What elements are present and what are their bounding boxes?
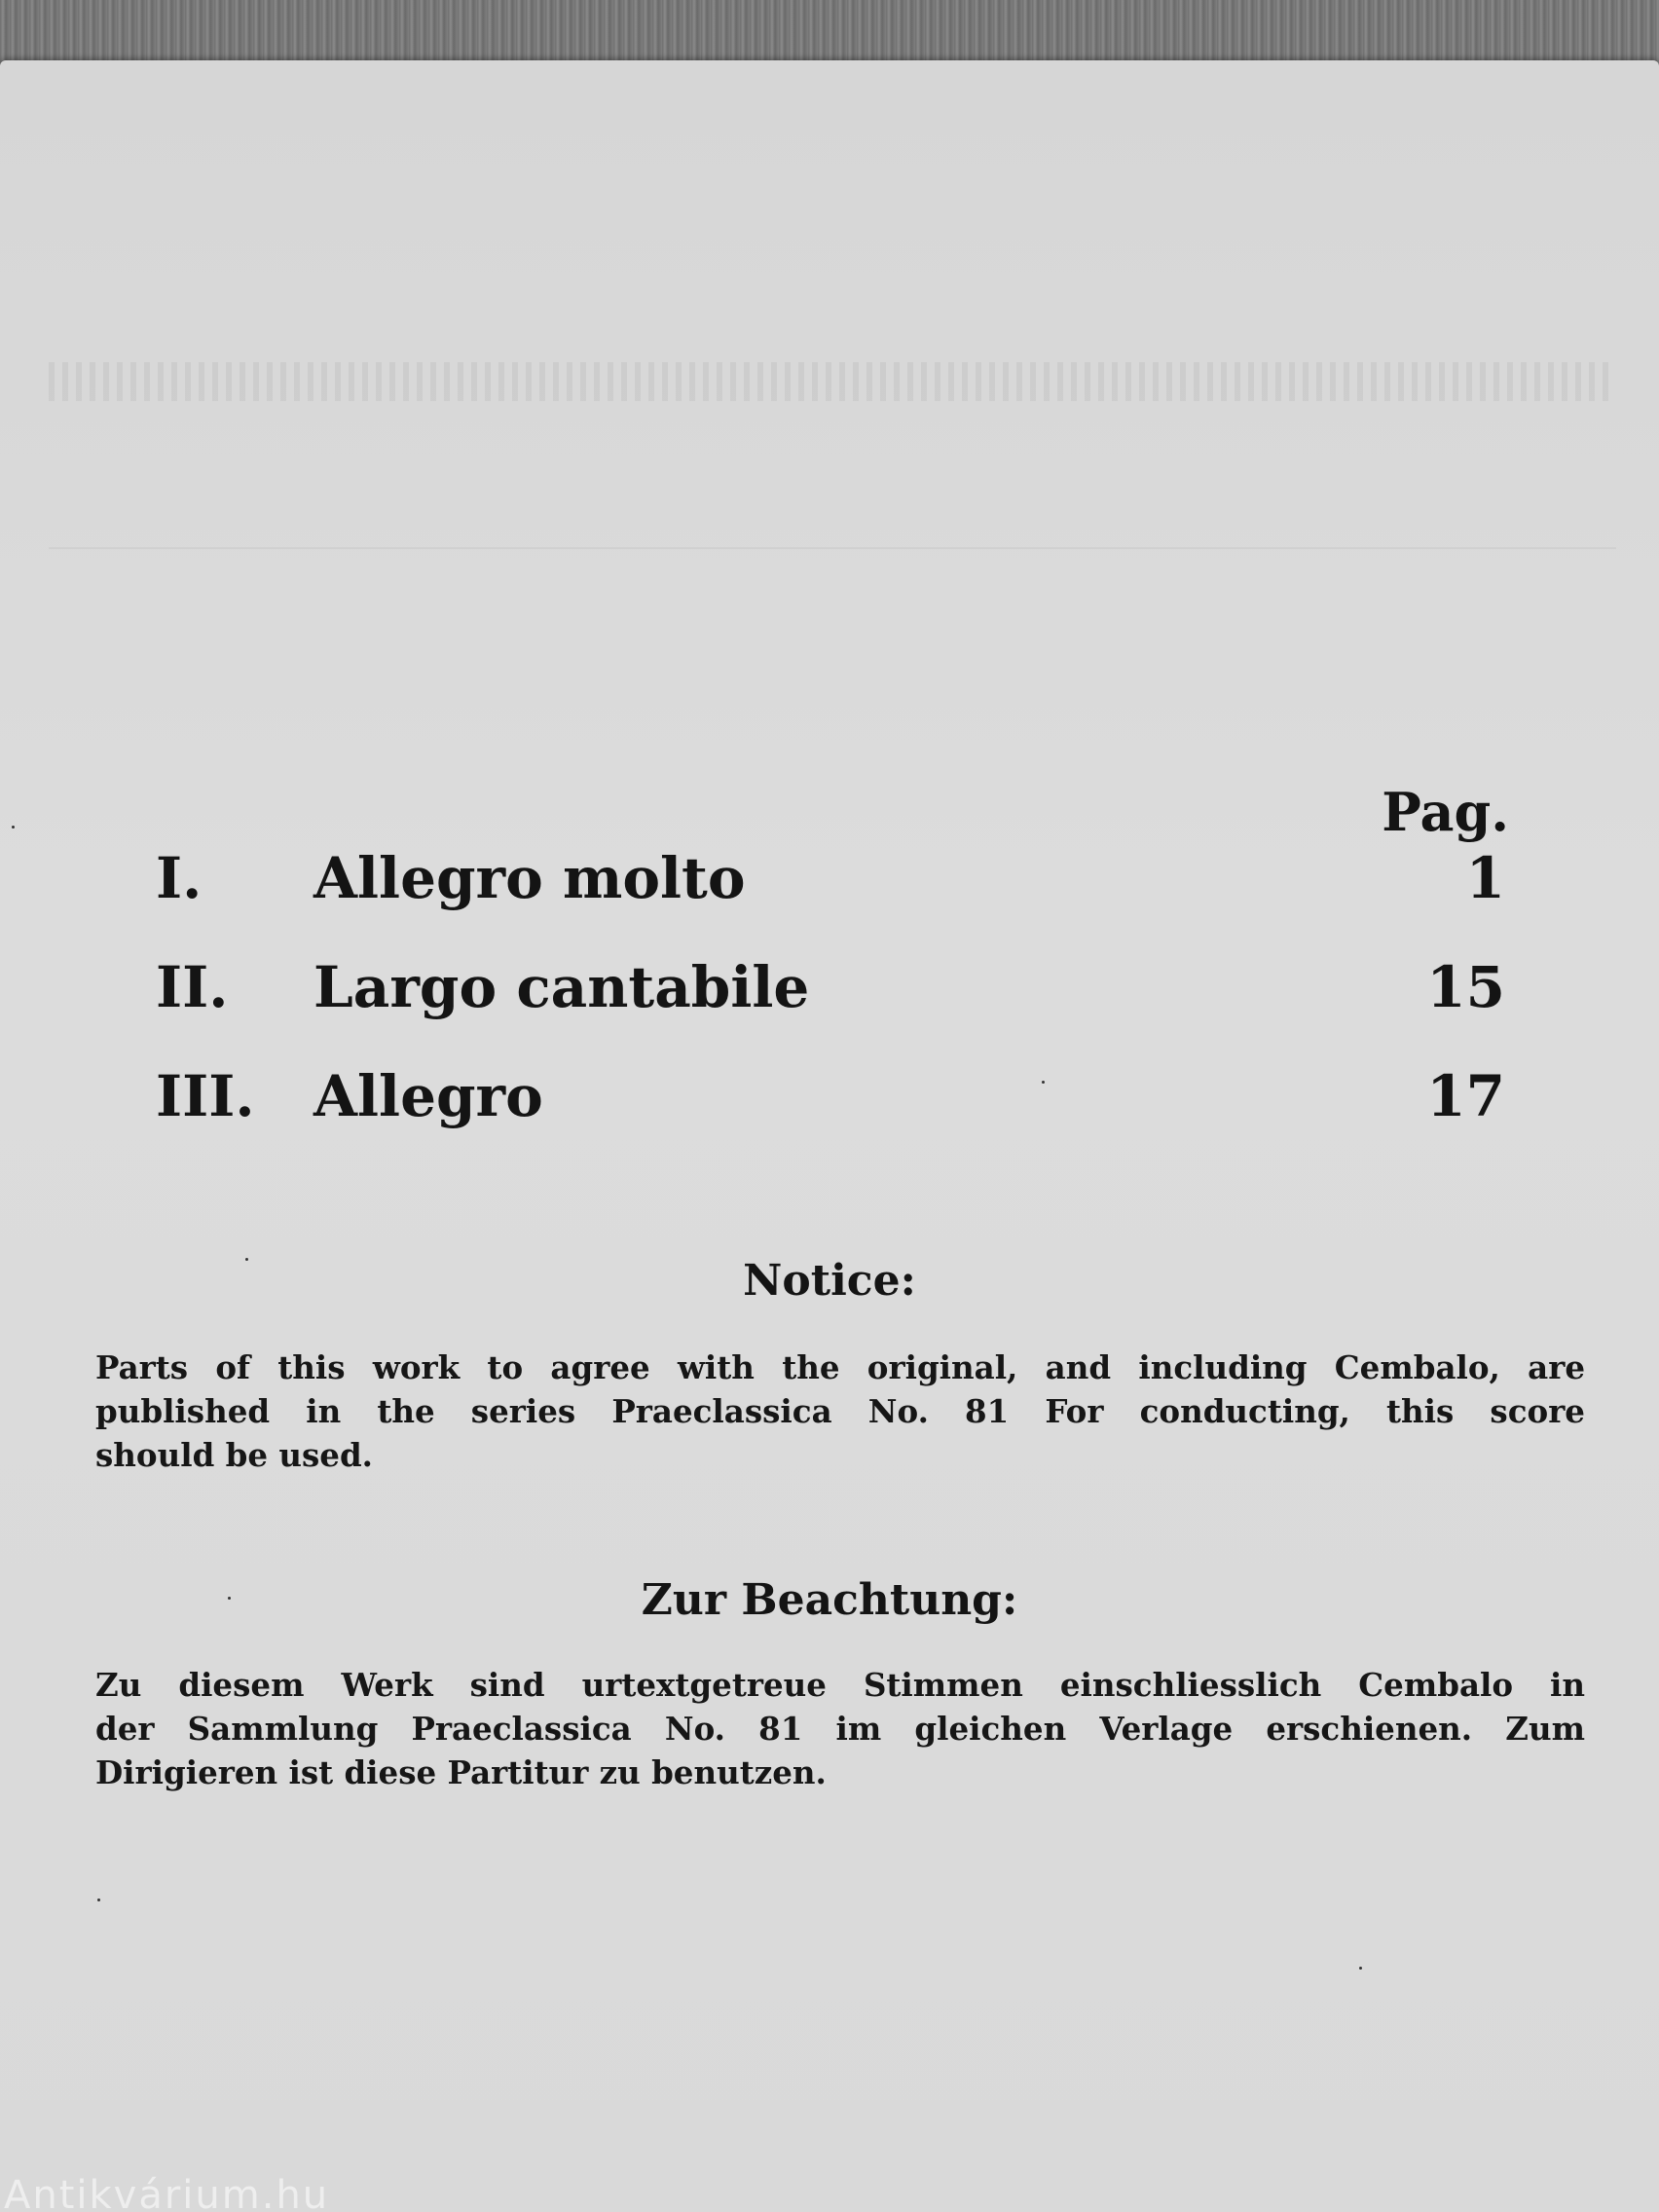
ink-speck [1042, 1081, 1045, 1084]
beachtung-line: Dirigieren ist diese Partitur zu benutzen. [95, 1753, 827, 1791]
beachtung-line: der Sammlung Praeclassica No. 81 im gleichen Verlage erschienen. Zum [95, 1710, 1585, 1748]
ink-speck [228, 1597, 231, 1600]
movement-numeral: II. [156, 954, 229, 1020]
notice-line: Parts of this work to agree with the original, and including Cembalo, are [95, 1348, 1585, 1386]
background-surface [0, 0, 1659, 68]
notice-heading: Notice: [743, 1256, 916, 1306]
ink-speck [245, 1258, 248, 1261]
ink-speck [97, 1899, 100, 1901]
movement-numeral: I. [156, 845, 203, 911]
movement-numeral: III. [156, 1063, 255, 1129]
toc-row [0, 845, 1659, 933]
movement-title: Allegro molto [313, 845, 746, 911]
ink-speck [1359, 1967, 1362, 1970]
show-through-rule [49, 547, 1616, 549]
toc-row [0, 1063, 1659, 1151]
toc-row [0, 954, 1659, 1042]
show-through-border [49, 362, 1616, 401]
page-column-label: Pag. [1382, 781, 1509, 843]
movement-title: Largo cantabile [313, 954, 810, 1020]
watermark-text: Antikvárium.hu [4, 2173, 330, 2212]
beachtung-heading: Zur Beachtung: [641, 1575, 1018, 1625]
movement-title: Allegro [313, 1063, 543, 1129]
notice-paragraph [95, 1346, 1585, 1477]
beachtung-paragraph [95, 1663, 1585, 1794]
beachtung-line: Zu diesem Werk sind urtextgetreue Stimmen einschliesslich Cembalo in [95, 1666, 1585, 1704]
notice-line: should be used. [95, 1436, 373, 1474]
movement-page: 1 [1465, 845, 1505, 911]
movement-page: 15 [1426, 954, 1505, 1020]
notice-line: published in the series Praeclassica No. 81 For conducting, this score [95, 1392, 1585, 1430]
movement-page: 17 [1426, 1063, 1505, 1129]
ink-speck [12, 826, 15, 829]
